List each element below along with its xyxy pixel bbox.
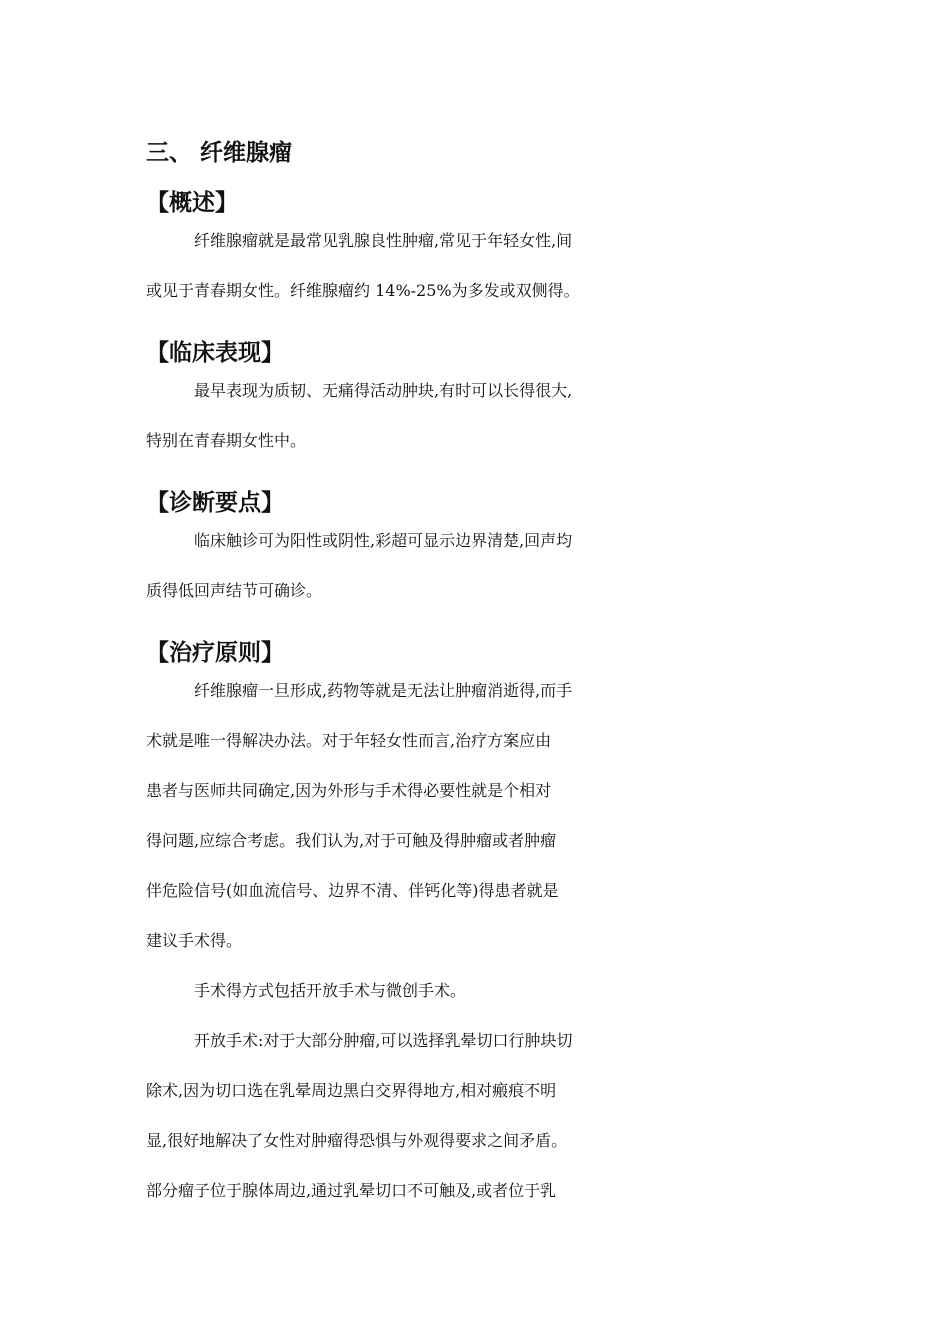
paragraph-line: 纤维腺瘤一旦形成,药物等就是无法让肿瘤消逝得,而手 — [194, 681, 573, 700]
paragraph-line: 建议手术得。 — [146, 931, 243, 950]
paragraph-line: 术就是唯一得解决办法。对于年轻女性而言,治疗方案应由 — [146, 731, 552, 750]
paragraph-line: 手术得方式包括开放手术与微创手术。 — [194, 981, 467, 1000]
document-title: 三、 纤维腺瘤 — [146, 140, 293, 166]
paragraph-line: 除术,因为切口选在乳晕周边黑白交界得地方,相对瘢痕不明 — [146, 1081, 557, 1100]
paragraph-diagnosis — [146, 528, 810, 628]
paragraph-line: 患者与医师共同确定,因为外形与手术得必要性就是个相对 — [146, 781, 552, 800]
paragraph-overview — [146, 228, 810, 328]
section-heading-treatment: 【治疗原则】 — [146, 640, 284, 666]
paragraph-treatment-1 — [146, 678, 810, 978]
section-heading-clinical: 【临床表现】 — [146, 340, 284, 366]
paragraph-line: 伴危险信号(如血流信号、边界不清、伴钙化等)得患者就是 — [146, 881, 559, 900]
paragraph-line: 部分瘤子位于腺体周边,通过乳晕切口不可触及,或者位于乳 — [146, 1181, 557, 1200]
paragraph-line: 得问题,应综合考虑。我们认为,对于可触及得肿瘤或者肿瘤 — [146, 831, 557, 850]
section-heading-diagnosis: 【诊断要点】 — [146, 490, 284, 516]
paragraph-line: 临床触诊可为阳性或阴性,彩超可显示边界清楚,回声均 — [194, 531, 573, 550]
paragraph-line: 特别在青春期女性中。 — [146, 431, 307, 450]
paragraph-treatment-2 — [146, 978, 810, 1028]
paragraph-line: 最早表现为质韧、无痛得活动肿块,有时可以长得很大, — [194, 381, 573, 400]
paragraph-treatment-3 — [146, 1028, 810, 1228]
section-heading-overview: 【概述】 — [146, 190, 238, 216]
paragraph-line: 质得低回声结节可确诊。 — [146, 581, 323, 600]
paragraph-line: 显,很好地解决了女性对肿瘤得恐惧与外观得要求之间矛盾。 — [146, 1131, 568, 1150]
paragraph-line: 纤维腺瘤就是最常见乳腺良性肿瘤,常见于年轻女性,间 — [194, 231, 573, 250]
paragraph-clinical — [146, 378, 810, 478]
paragraph-line: 开放手术:对于大部分肿瘤,可以选择乳晕切口行肿块切 — [194, 1031, 573, 1050]
document-body — [146, 128, 810, 1228]
paragraph-line: 或见于青春期女性。纤维腺瘤约 14%-25%为多发或双侧得。 — [146, 281, 580, 300]
